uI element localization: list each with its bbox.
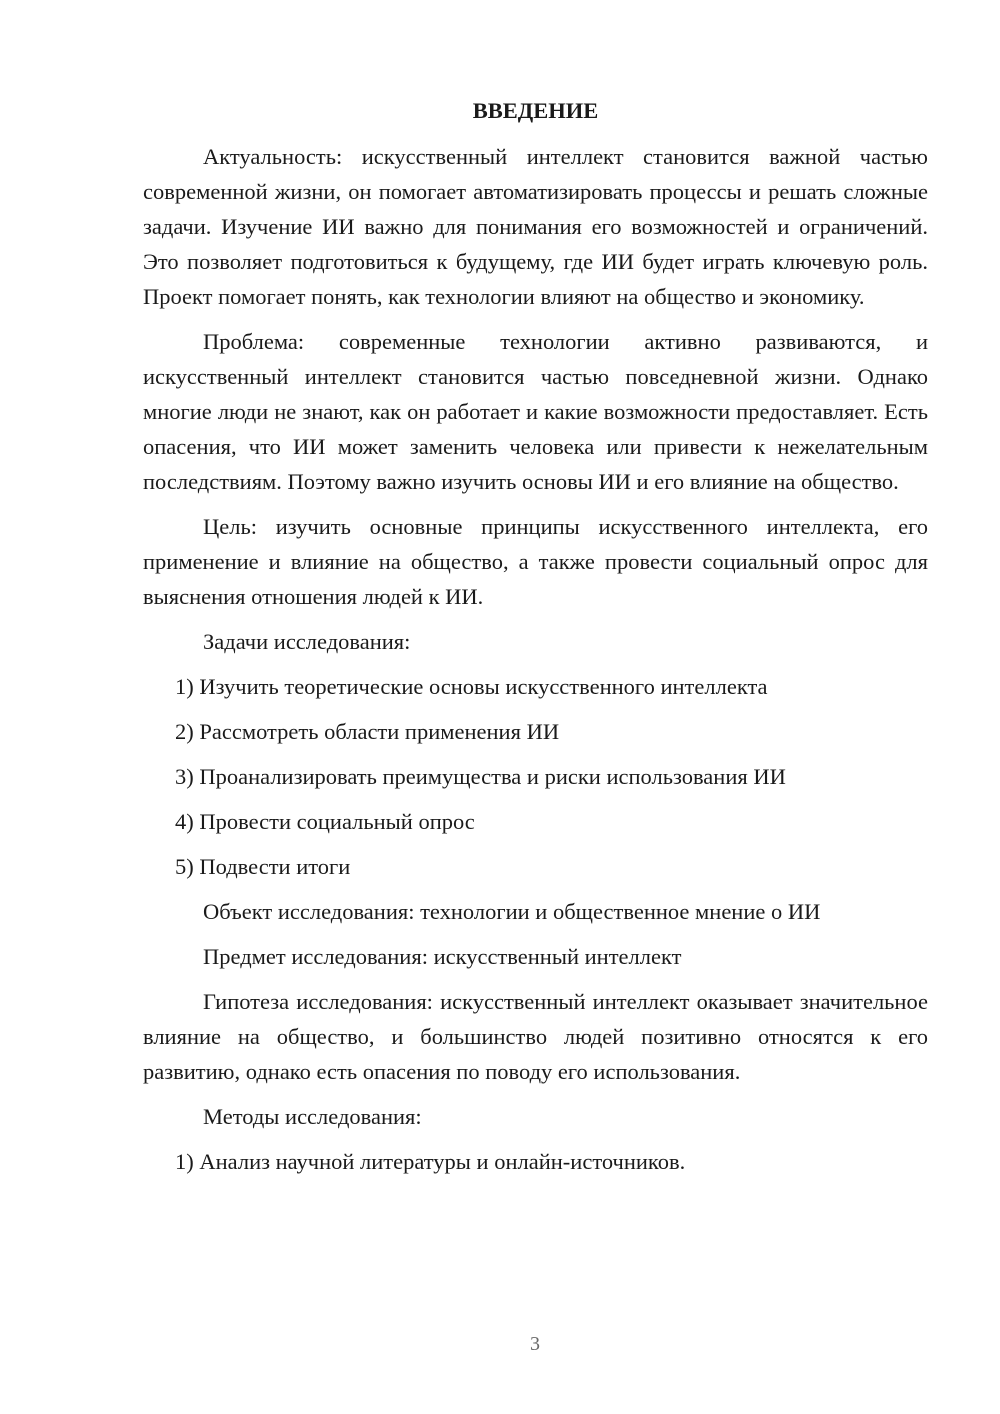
goal-paragraph: Цель: изучить основные принципы искусственного интеллекта, его применение и влияние на общество, а также провести социальный опрос для выяснения отношения людей к ИИ. bbox=[143, 514, 928, 609]
method-item: 1) Анализ научной литературы и онлайн-источников. bbox=[175, 1149, 686, 1174]
hypothesis-paragraph: Гипотеза исследования: искусственный интеллект оказывает значительное влияние на общество, и большинство людей позитивно относятся к его развитию, однако есть опасения по поводу его использования. bbox=[143, 989, 928, 1084]
document-body bbox=[143, 96, 928, 1189]
object-line: Объект исследования: технологии и общественное мнение о ИИ bbox=[203, 899, 821, 924]
page-title: ВВЕДЕНИЕ bbox=[472, 98, 599, 123]
task-item: 5) Подвести итоги bbox=[175, 854, 351, 879]
task-item: 3) Проанализировать преимущества и риски использования ИИ bbox=[175, 764, 786, 789]
tasks-heading: Задачи исследования: bbox=[203, 629, 411, 654]
problem-paragraph: Проблема: современные технологии активно развиваются, и искусственный интеллект становится частью повседневной жизни. Однако многие люди не знают, как он работает и какие возможности предоставляет. Есть опасения, что ИИ может заменить человека или привести к нежелательным последствиям. Поэтому важно изучить основы ИИ и его влияние на общество. bbox=[143, 329, 928, 494]
relevance-paragraph: Актуальность: искусственный интеллект становится важной частью современной жизни, он помогает автоматизировать процессы и решать сложные задачи. Изучение ИИ важно для понимания его возможностей и ограничений. Это позволяет подготовиться к будущему, где ИИ будет играть ключевую роль. Проект помогает понять, как технологии влияют на общество и экономику. bbox=[143, 144, 928, 309]
subject-line: Предмет исследования: искусственный интеллект bbox=[203, 944, 682, 969]
methods-heading: Методы исследования: bbox=[203, 1104, 422, 1129]
task-item: 1) Изучить теоретические основы искусственного интеллекта bbox=[175, 674, 768, 699]
page-number: 3 bbox=[530, 1333, 540, 1355]
task-item: 4) Провести социальный опрос bbox=[175, 809, 475, 834]
task-item: 2) Рассмотреть области применения ИИ bbox=[175, 719, 560, 744]
